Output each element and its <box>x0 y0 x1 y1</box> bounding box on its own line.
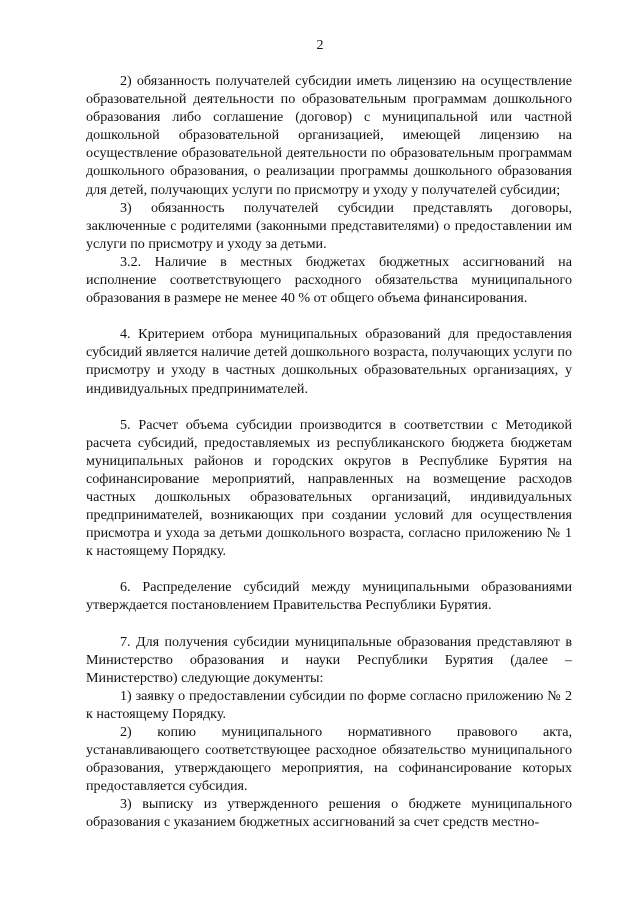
paragraph-item-3-contracts: 3) обязанность получателей субсидии представлять договоры, заключенные с родителями (законными представителями) о предоставлении им услуги по присмотру и уходу за детьми. <box>86 199 572 252</box>
paragraph-item-2-license: 2) обязанность получателей субсидии иметь лицензию на осуществление образовательной деятельности по образовательным программам дошкольного образования либо соглашение (договор) с муниципальной или частной дошкольной образовательной организацией, имеющей лицензию на осуществление образовательной деятельности по образовательным программам дошкольного образования, о реализации программы дошкольного образования для детей, получающих услуги по присмотру и уходу у получателей субсидии; <box>86 73 572 198</box>
paragraph-7-item-1-application: 1) заявку о предоставлении субсидии по форме согласно приложению № 2 к настоящему Порядку. <box>86 687 572 722</box>
paragraph-7-documents: 7. Для получения субсидии муниципальные образования представляют в Министерство образования и науки Республики Бурятия (далее – Министерство) следующие документы: <box>86 633 572 686</box>
paragraph-7-item-3-budget-extract: 3) выписку из утвержденного решения о бюджете муниципального образования с указанием бюджетных ассигнований за счет средств местно- <box>86 796 572 831</box>
page-number: 2 <box>316 38 324 53</box>
document-body <box>86 72 572 832</box>
paragraph-5-calculation: 5. Расчет объема субсидии производится в соответствии с Методикой расчета субсидий, предоставляемых из республиканского бюджета бюджетам муниципальных районов и городских округов в Республике Бурятия на софинансирование мероприятий, направленных на возмещение расходов частных дошкольных образовательных организаций, индивидуальных предпринимателей, возникающих при создании условий для осуществления присмотра и ухода за детьми дошкольного возраста, согласно приложению № 1 к настоящему Порядку. <box>86 416 572 560</box>
paragraph-6-distribution: 6. Распределение субсидий между муниципальными образованиями утверждается постановлением Правительства Республики Бурятия. <box>86 579 572 614</box>
paragraph-3-2-budget: 3.2. Наличие в местных бюджетах бюджетных ассигнований на исполнение соответствующего расходного обязательства муниципального образования в размере не менее 40 % от общего объема финансирования. <box>86 253 572 307</box>
paragraph-4-criterion: 4. Критерием отбора муниципальных образований для предоставления субсидий является наличие детей дошкольного возраста, получающих услуги по присмотру и уходу в частных дошкольных образовательных организациях, у индивидуальных предпринимателей. <box>86 326 572 397</box>
paragraph-7-item-2-legal-act: 2) копию муниципального нормативного правового акта, устанавливающего соответствующее расходное обязательство муниципального образования, утверждающего мероприятия, на софинансирование которых предоставляется субсидия. <box>86 724 572 795</box>
